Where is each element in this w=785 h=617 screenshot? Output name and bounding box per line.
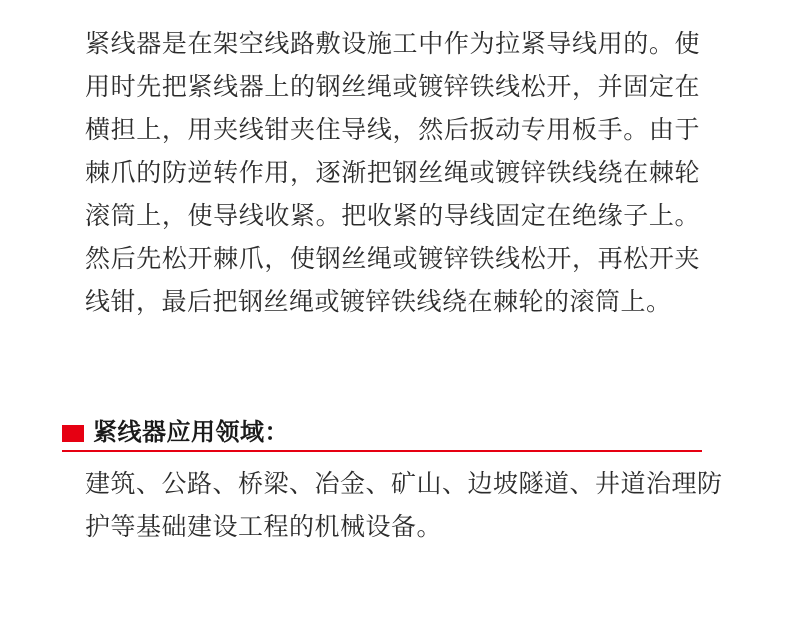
red-square-marker-icon <box>62 425 84 442</box>
intro-paragraph: 紧线器是在架空线路敷设施工中作为拉紧导线用的。使用时先把紧线器上的钢丝绳或镀锌铁线松开，并固定在横担上，用夹线钳夹住导线，然后扳动专用板手。由于棘爪的防逆转作用，逐渐把钢丝绳或镀锌铁线绕在棘轮滚筒上，使导线收紧。把收紧的导线固定在绝缘子上。然后先松开棘爪，使钢丝绳或镀锌铁线松开，再松开夹线钳，最后把钢丝绳或镀锌铁线绕在棘轮的滚筒上。 <box>85 29 700 316</box>
intro-section <box>85 22 700 323</box>
section-heading <box>62 418 702 446</box>
section-heading-label: 紧线器应用领域： <box>93 418 289 446</box>
heading-divider <box>62 450 702 452</box>
applications-paragraph: 建筑、公路、桥梁、冶金、矿山、边坡隧道、井道治理防护等基础建设工程的机械设备。 <box>85 469 723 541</box>
applications-section <box>85 462 725 548</box>
